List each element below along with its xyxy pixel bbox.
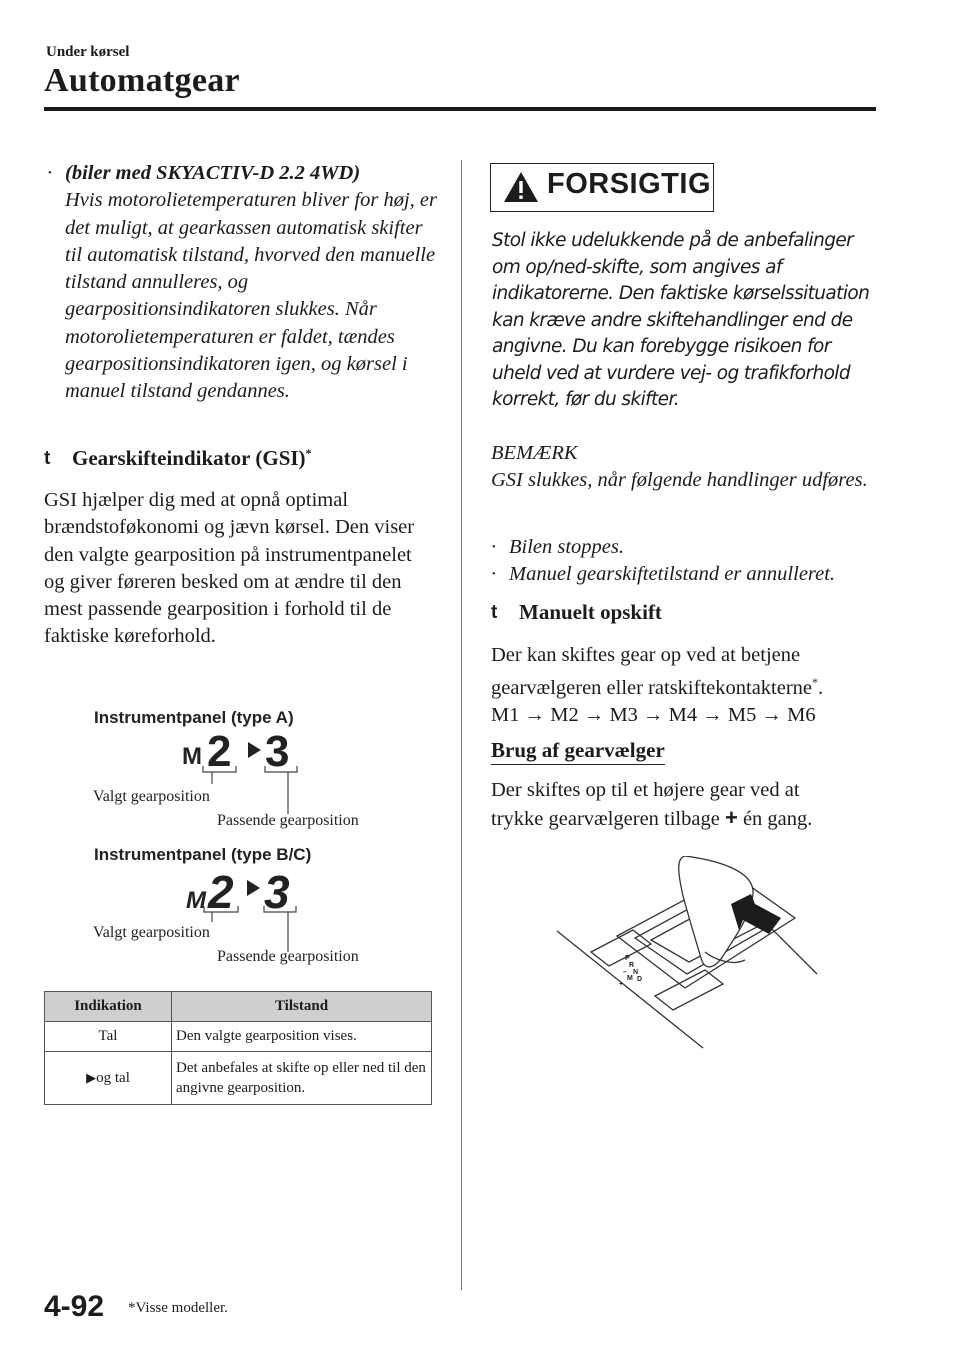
caution-text: Stol ikke udelukkende på de anbefalinger om op/ned-skifte, som angives af indikatorerne. Den faktiske kørselssituation kan kræve andre skiftehandlinger end de angivne. Du kan forebygge risikoen for uheld ved at vurdere vej- og trafikforhold korrekt, før du skifter. (492, 230, 870, 410)
figure-b-m: M (186, 887, 206, 914)
note-title: BEMÆRK (491, 442, 578, 464)
figure-a-note-selected: Valgt gearposition (93, 788, 210, 805)
table-header-row (45, 992, 432, 1022)
header-rule (44, 107, 876, 111)
gsi-heading (44, 446, 444, 471)
column-divider (461, 160, 462, 1290)
table-cell-state: Den valgte gearposition vises. (172, 1022, 432, 1052)
gsi-body: GSI hjælper dig med at opnå optimal brændstoføkonomi og jævn kørsel. Den viser den valgte gearposition på instrumentpanelet og giver føreren besked om at ændre til den mest passende gearposition i forhold til de faktiske køreforhold. (44, 489, 415, 648)
figure-b-arrow-icon (247, 880, 260, 896)
figure-b-indicator (90, 866, 390, 956)
section-label: Under kørsel (46, 44, 130, 60)
table-header-indication: Indikation (45, 992, 172, 1022)
bullet-item (47, 160, 437, 406)
brug-body: Der skiftes op til et højere gear ved at trykke gearvælgeren tilbage + én gang. (491, 779, 813, 831)
plus-icon: + (724, 805, 738, 831)
bullet-marker: · (47, 162, 53, 184)
table-row (45, 1022, 432, 1052)
svg-text:+: + (619, 981, 624, 988)
list-item: · Bilen stoppes. (491, 536, 625, 558)
table-cell-state: Det anbefales at skifte op eller ned til den angivne gearposition. (172, 1052, 432, 1105)
warning-icon (502, 170, 540, 204)
gear-shifter-illustration (555, 856, 820, 1056)
figure-a-selected: 2 (207, 728, 232, 776)
note-block (491, 440, 881, 495)
gsi-heading-text: Gearskifteindikator (GSI) (72, 446, 306, 470)
gsi-heading-sup: * (305, 446, 312, 460)
upshift-sequence: M1 → M2 → M3 → M4 → M5 → M6 (491, 704, 816, 727)
table-cell-indication: ▶og tal (45, 1052, 172, 1105)
svg-text:N: N (633, 969, 639, 976)
triangle-arrow-icon: ▶ (86, 1069, 97, 1085)
figure-a-label: Instrumentpanel (type A) (94, 708, 294, 727)
upshift-body: Der kan skiftes gear op ved at betjene gearvælgeren eller ratskiftekontakterne*. M1 → M2 → M3 → M4 → M5 → M6 (491, 642, 881, 730)
svg-text:P: P (625, 955, 630, 962)
figure-b-recommended: 3 (264, 866, 290, 918)
page-number: 4-92 (44, 1290, 105, 1323)
heading-marker-icon: t (44, 448, 51, 469)
figure-b-note-recommended: Passende gearposition (217, 948, 359, 965)
svg-text:D: D (637, 976, 643, 983)
figure-a-recommended: 3 (265, 728, 290, 776)
footnote: *Visse modeller. (128, 1300, 228, 1316)
gsi-table (44, 991, 432, 1105)
figure-b-label: Instrumentpanel (type B/C) (94, 845, 312, 864)
caution-title: FORSIGTIG (547, 168, 711, 200)
note-text: GSI slukkes, når følgende handlinger udføres. (491, 469, 868, 492)
svg-text:M: M (627, 975, 633, 982)
upshift-heading (491, 600, 881, 625)
bullet-lead: (biler med SKYACTIV-D 2.2 4WD) (65, 162, 361, 184)
figure-a-m: M (182, 743, 202, 770)
table-header-state: Tilstand (172, 992, 432, 1022)
figure-a-arrow-icon (248, 742, 261, 758)
bullet-text: Hvis motorolietemperaturen bliver for høj, er det muligt, at gearkassen automatisk skifter til automatisk tilstand, hvorved den manuelle tilstand annulleres, og gearpositionsindikatoren slukkes. Når motorolietemperaturen er faldet, tændes gearpositionsindikatoren igen, og kørsel i manuel tilstand gendannes. (65, 189, 437, 403)
svg-text:–: – (623, 969, 627, 976)
table-cell-indication: Tal (45, 1022, 172, 1052)
figure-b-selected: 2 (208, 866, 234, 918)
heading-marker-icon: t (491, 602, 498, 623)
chapter-title: Automatgear (44, 62, 240, 99)
brug-heading: Brug af gearvælger (491, 738, 665, 765)
figure-a-note-recommended: Passende gearposition (217, 812, 359, 829)
note-list (491, 534, 881, 589)
upshift-heading-text: Manuelt opskift (519, 600, 662, 624)
svg-text:R: R (629, 962, 635, 969)
figure-b-note-selected: Valgt gearposition (93, 924, 210, 941)
list-item: · Manuel gearskiftetilstand er annulleret. (491, 563, 836, 586)
table-row (45, 1052, 432, 1105)
